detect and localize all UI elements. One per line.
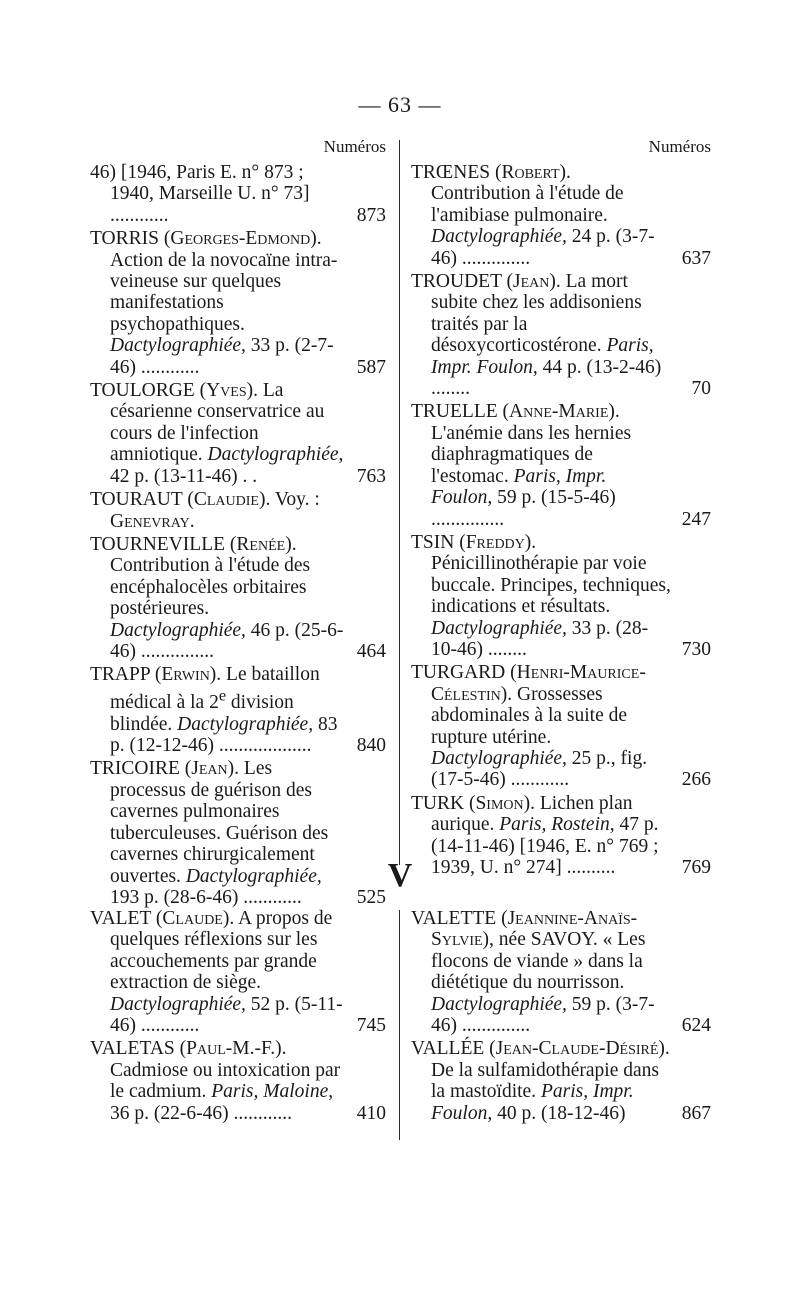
entry-number: 745: [356, 1015, 386, 1037]
entry-number: 410: [356, 1102, 386, 1124]
entry-text: TRŒNES (Robert). Contribution à l'étude de l'amibiase pulmonaire. Dactylographiée, 24 p. (3-7-46) ..............: [411, 162, 655, 269]
column-divider-top: [399, 140, 400, 865]
entry-number: 730: [681, 638, 711, 660]
entry-text: TURGARD (Henri-Maurice-Célestin). Grossesses abdominales à la suite de rupture utérine. Dactylographiée, 25 p., fig. (17-5-46) ............: [411, 662, 648, 791]
bibliography-entry: [90, 228, 386, 378]
bibliography-entry: [90, 908, 386, 1036]
bibliography-entry: [90, 534, 386, 662]
bibliography-entry: [90, 380, 386, 487]
entry-text: 46) [1946, Paris E. n° 873 ; 1940, Marseille U. n° 73] ............: [90, 162, 310, 226]
entry-text: VALETAS (Paul-M.-F.). Cadmiose ou intoxication par le cadmium. Paris, Maloine, 36 p. (22-6-46) ............: [90, 1038, 341, 1124]
entry-text: VALETTE (Jeannine-Anaïs-Sylvie), née SAVOY. « Les flocons de viande » dans la diététique du nourrisson. Dactylographiée, 59 p. (3-7-46) ..............: [411, 908, 655, 1037]
entry-number: 637: [681, 247, 711, 269]
entry-number: 763: [356, 465, 386, 487]
entry-text: TRAPP (Erwin). Le bataillon médical à la 2e division blindée. Dactylographiée, 83 p. (12-12-46) ...................: [90, 664, 338, 757]
bibliography-entry: [90, 664, 386, 756]
section-letter: V: [387, 857, 413, 894]
numeros-header-right: Numéros: [648, 137, 711, 156]
bibliography-entry: [90, 1038, 386, 1124]
bibliography-entry: [411, 401, 711, 529]
entry-number: 587: [356, 356, 386, 378]
entry-number: 464: [356, 640, 386, 662]
entry-number: 769: [681, 857, 711, 878]
entry-number: 525: [356, 886, 386, 908]
entry-number: 867: [681, 1102, 711, 1124]
entry-number: 873: [356, 204, 386, 226]
left-column-top: [90, 136, 386, 910]
bibliography-entry: [411, 271, 711, 399]
entry-text: TROUDET (Jean). La mort subite chez les addisoniens traités par la désoxycorticostérone. Paris, Impr. Foulon, 44 p. (13-2-46) ........: [411, 271, 662, 400]
column-divider-bottom: [399, 910, 400, 1140]
entry-number: 840: [356, 735, 386, 757]
entry-number: 266: [681, 769, 711, 791]
right-column-top: [411, 136, 711, 880]
page-number: — 63 —: [358, 92, 442, 117]
numeros-header-left: Numéros: [323, 137, 386, 156]
entry-text: TSIN (Freddy). Pénicillinothérapie par voie buccale. Principes, techniques, indications et résultats. Dactylographiée, 33 p. (28-10-46) ........: [411, 531, 671, 660]
bibliography-entry: [90, 489, 386, 532]
bibliography-entry: [411, 532, 711, 660]
entry-text: TOURNEVILLE (Renée). Contribution à l'étude des encéphalocèles orbitaires postérieures. Dactylographiée, 46 p. (25-6-46) ...............: [90, 533, 344, 662]
entry-text: VALET (Claude). A propos de quelques réflexions sur les accouchements par grande extraction de siège. Dactylographiée, 52 p. (5-11-46) ............: [90, 908, 343, 1037]
bibliography-entry: [411, 1038, 711, 1124]
entry-text: TORRIS (Georges-Edmond). Action de la novocaïne intra-veineuse sur quelques manifestations psychopathiques. Dactylographiée, 33 p. (2-7-46) ............: [90, 228, 338, 378]
entry-number: 70: [691, 378, 711, 400]
left-column-bottom: [90, 908, 386, 1126]
entry-text: TRUELLE (Anne-Marie). L'anémie dans les hernies diaphragmatiques de l'estomac. Paris, Impr. Foulon, 59 p. (15-5-46) ...............: [411, 401, 632, 530]
bibliography-entry: [411, 908, 711, 1036]
entry-text: TOURAUT (Claudie). Voy. : Genevray.: [90, 489, 320, 532]
entry-text: TRICOIRE (Jean). Les processus de guérison des cavernes pulmonaires tuberculeuses. Guérison des cavernes chirurgicalement ouvertes. Dactylographiée, 193 p. (28-6-46) ............: [90, 758, 329, 908]
bibliography-entry: [411, 662, 711, 790]
entry-number: 247: [681, 508, 711, 530]
entry-text: TURK (Simon). Lichen plan aurique. Paris, Rostein, 47 p. (14-11-46) [1946, E. n° 769 ; 1939, U. n° 274] ..........: [411, 792, 659, 878]
right-column-bottom: [411, 908, 711, 1126]
entry-text: TOULORGE (Yves). La césarienne conservatrice au cours de l'infection amniotique. Dactylographiée, 42 p. (13-11-46) . .: [90, 380, 344, 487]
entry-text: VALLÉE (Jean-Claude-Désiré). De la sulfamidothérapie dans la mastoïdite. Paris, Impr. Foulon, 40 p. (18-12-46): [411, 1038, 670, 1124]
entry-number: 624: [681, 1015, 711, 1037]
bibliography-entry: [90, 162, 386, 226]
bibliography-entry: [411, 162, 711, 269]
